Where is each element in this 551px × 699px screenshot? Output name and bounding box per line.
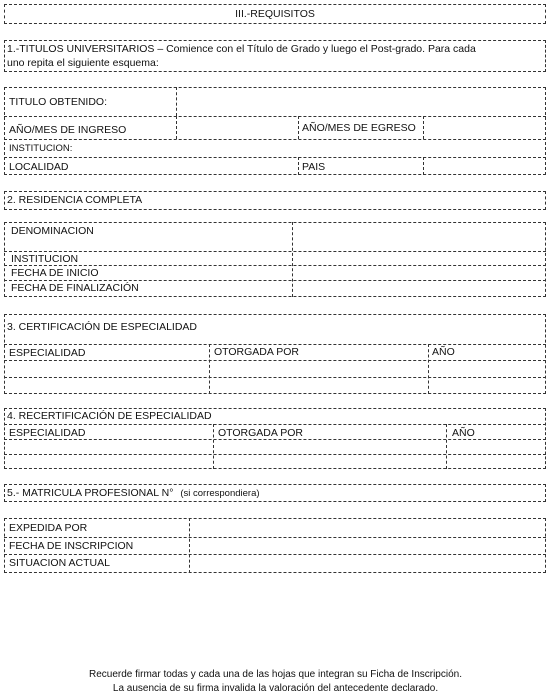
titulo-field[interactable] [177, 88, 545, 115]
cert-col-anio: AÑO [432, 346, 455, 358]
recert-cell-otorgada[interactable] [214, 440, 445, 453]
section2-title: 2. RESIDENCIA COMPLETA [7, 194, 143, 206]
localidad-field[interactable] [80, 158, 297, 174]
denominacion-field[interactable] [293, 223, 545, 250]
divider [298, 157, 299, 175]
fecha-fin-field[interactable] [293, 281, 545, 296]
ingreso-label: AÑO/MES DE INGRESO [9, 124, 127, 136]
divider [4, 344, 546, 345]
recert-col-otorgada: OTORGADA POR [218, 427, 303, 439]
section5-note: (si correspondiera) [180, 488, 260, 499]
divider [298, 116, 299, 139]
inscripcion-label: FECHA DE INSCRIPCION [9, 540, 134, 552]
cert-col-especialidad: ESPECIALIDAD [9, 347, 86, 359]
page-title: III.-REQUISITOS [235, 8, 315, 20]
section1-subtitle: uno repita el siguiente esquema: [7, 57, 159, 69]
ingreso-field[interactable] [177, 117, 297, 138]
pais-label: PAIS [302, 161, 326, 173]
cert-col-otorgada: OTORGADA POR [214, 346, 299, 358]
recert-cell-anio[interactable] [447, 440, 545, 453]
expedida-field[interactable] [190, 519, 545, 536]
institucion-label: INSTITUCION: [9, 143, 73, 154]
section5-title-text: 5.- MATRICULA PROFESIONAL N° [7, 487, 174, 499]
pais-field[interactable] [340, 158, 545, 174]
divider [4, 377, 546, 378]
divider [4, 424, 546, 425]
expedida-label: EXPEDIDA POR [9, 522, 88, 534]
residencia-institucion-field[interactable] [293, 252, 545, 264]
section1-title: 1.-TITULOS UNIVERSITARIOS – Comience con el Título de Grado y luego el Post-grado. Para cada [7, 43, 476, 55]
institucion-field[interactable] [80, 140, 545, 156]
egreso-field[interactable] [424, 117, 545, 138]
situacion-label: SITUACION ACTUAL [9, 557, 110, 569]
fecha-fin-label: FECHA DE FINALIZACIÓN [11, 282, 139, 294]
section3-title: 3. CERTIFICACIÓN DE ESPECIALIDAD [7, 321, 198, 333]
recert-col-especialidad: ESPECIALIDAD [9, 427, 86, 439]
inscripcion-field[interactable] [190, 538, 545, 553]
residencia-institucion-label: INSTITUCION [11, 253, 79, 265]
section5-title [7, 488, 260, 499]
cert-cell-anio[interactable] [429, 361, 545, 376]
cert-cell-especialidad[interactable] [5, 361, 208, 376]
fecha-inicio-label: FECHA DE INICIO [11, 267, 99, 279]
recert-cell-especialidad[interactable] [5, 440, 212, 453]
footer-line-1: Recuerde firmar todas y cada una de las hojas que integran su Ficha de Inscripción. [89, 669, 462, 680]
situacion-field[interactable] [190, 555, 545, 572]
divider [4, 454, 546, 455]
localidad-label: LOCALIDAD [9, 161, 69, 173]
denominacion-label: DENOMINACION [11, 225, 94, 237]
recert-col-anio: AÑO [452, 427, 475, 439]
cert-cell-otorgada[interactable] [210, 361, 427, 376]
egreso-label: AÑO/MES DE EGRESO [302, 122, 416, 134]
footer-line-2: La ausencia de su firma invalida la valoración del antecedente declarado. [112, 683, 439, 694]
section4-title: 4. RECERTIFICACIÓN DE ESPECIALIDAD [7, 410, 212, 422]
titulo-label: TITULO OBTENIDO: [9, 96, 108, 108]
fecha-inicio-field[interactable] [293, 266, 545, 279]
